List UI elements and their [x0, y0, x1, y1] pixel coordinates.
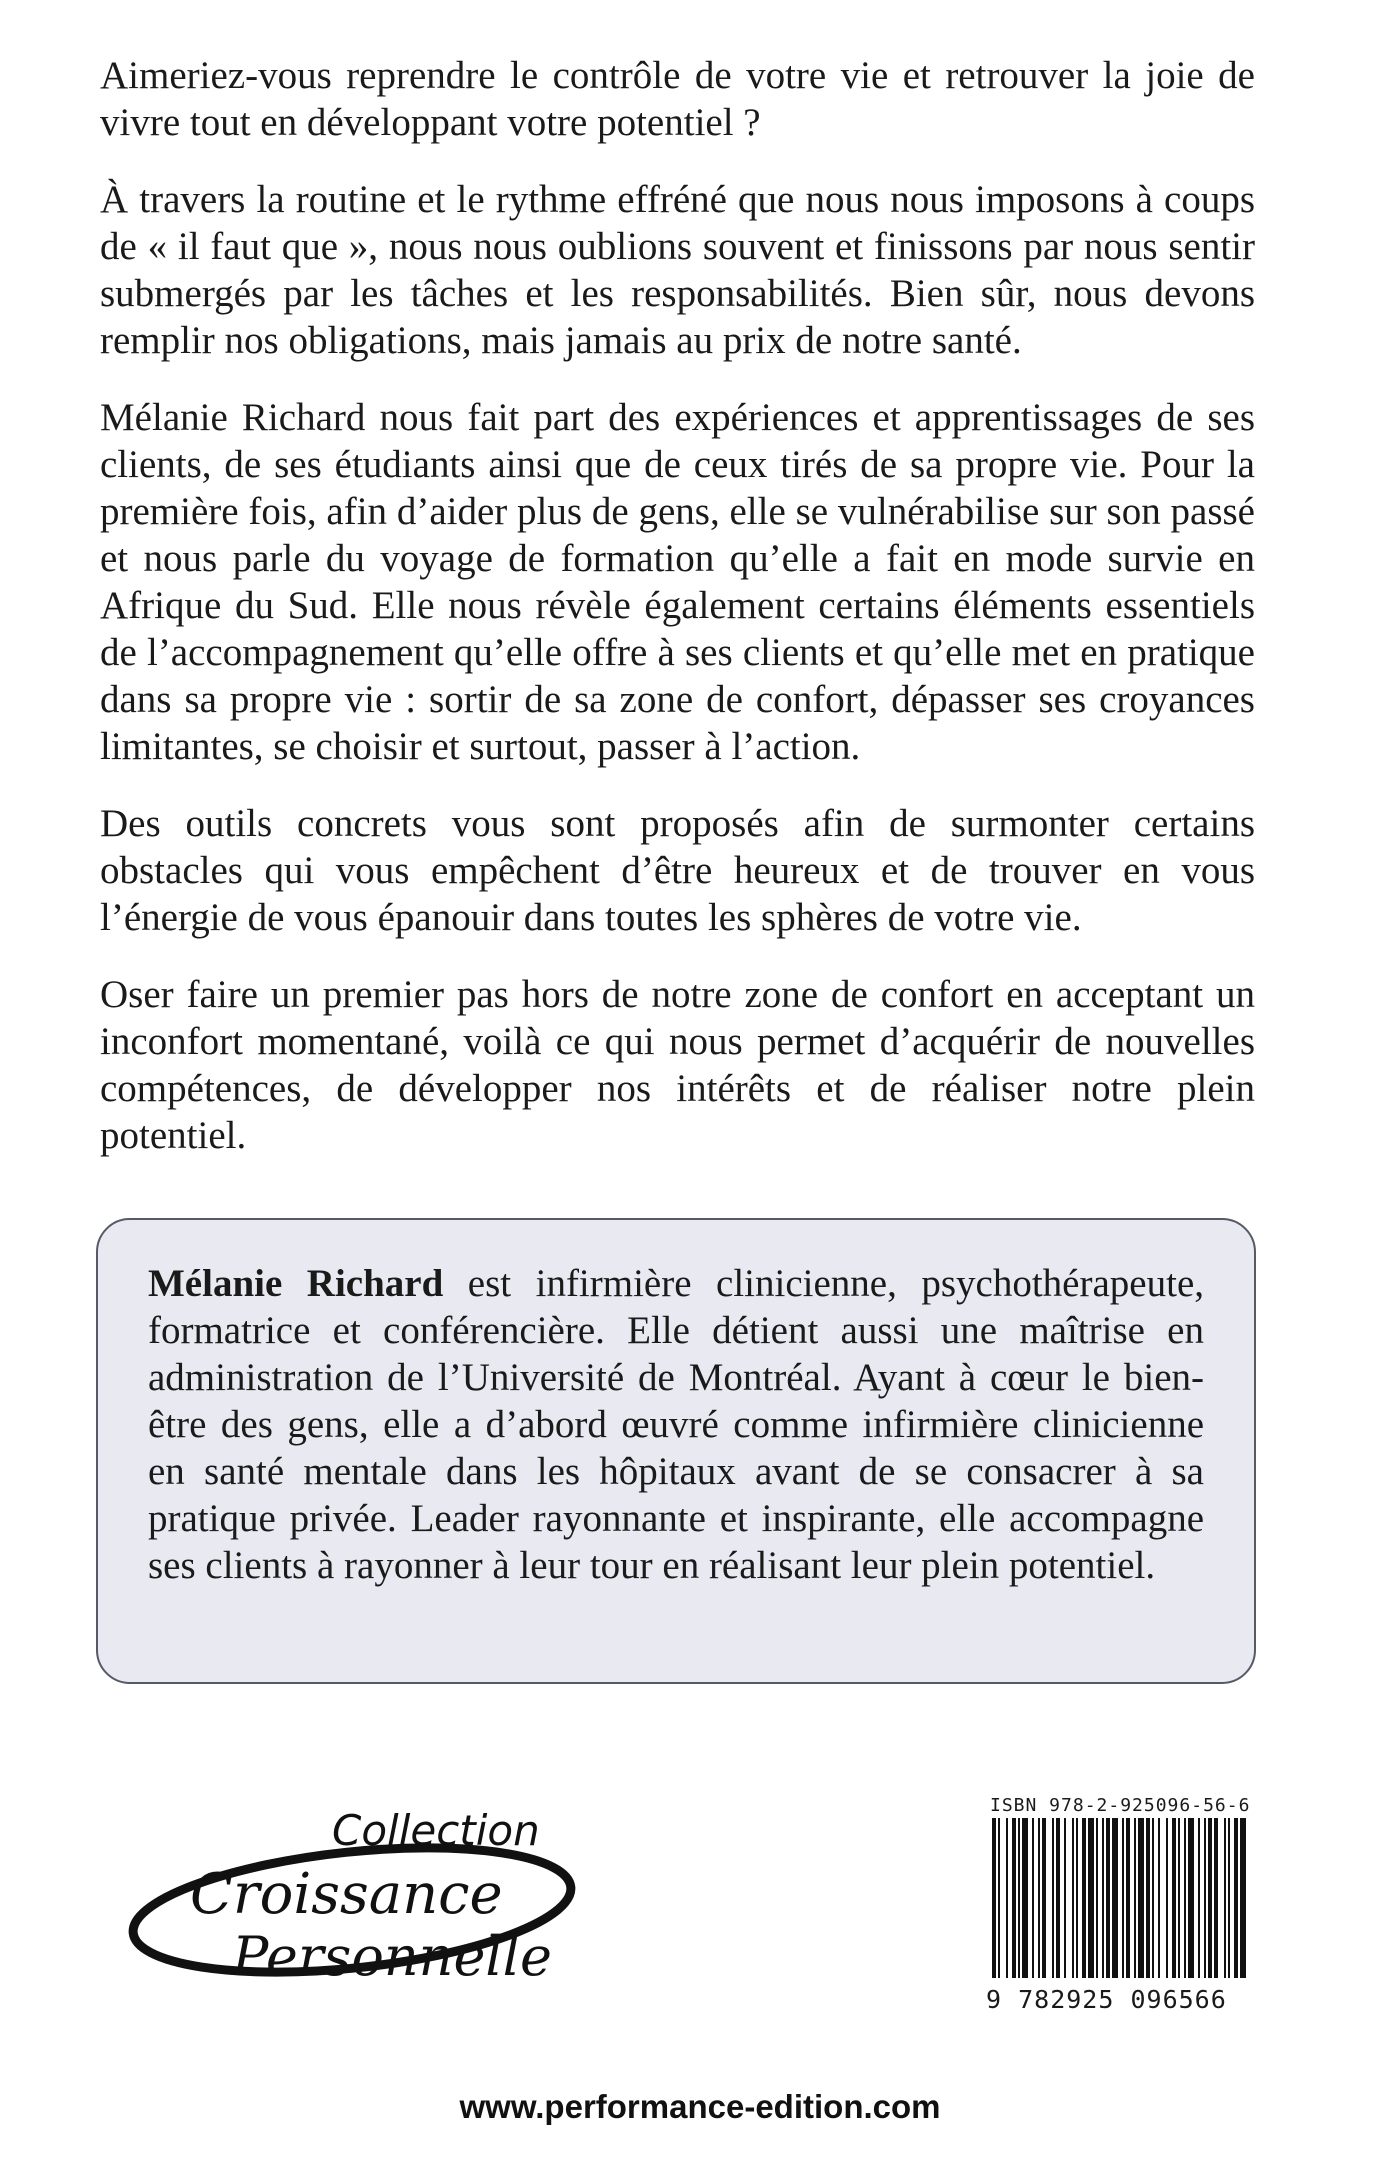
barcode-bar	[1166, 1818, 1168, 1978]
barcode-bar	[1018, 1818, 1020, 1978]
logo-personnelle-word: Personnelle	[232, 1925, 552, 1988]
barcode-bar	[1082, 1818, 1086, 1978]
barcode-bar	[1172, 1818, 1176, 1978]
isbn-label: ISBN 978-2-925096-56-6	[990, 1795, 1251, 1816]
barcode-bar	[1006, 1818, 1008, 1978]
paragraph-author-experience: Mélanie Richard nous fait part des expériences et apprentissages de ses clients, de ses étudiants ainsi que de ceux tirés de sa propre vie. Pour la première fois, afin d’aider plus de gens, elle se vulnérabilise sur son passé et nous parle du voyage de formation qu’elle a fait en mode survie en Afrique du Sud. Elle nous révèle également certains éléments essentiels de l’accompagnement qu’elle offre à ses clients et qu’elle met en pratique dans sa propre vie : sortir de sa zone de confort, dépasser ses croyances limitantes, se choisir et surtout, passer à l’action.	[100, 396, 1255, 768]
barcode-bar	[1178, 1818, 1180, 1978]
description-text	[100, 52, 1255, 1189]
barcode-bars	[992, 1818, 1246, 1978]
barcode-bar	[1224, 1818, 1226, 1978]
barcode-bar	[992, 1818, 996, 1978]
author-bio-box	[96, 1218, 1256, 1684]
barcode-bar	[1022, 1818, 1028, 1978]
barcode-bar	[1146, 1818, 1150, 1978]
logo-croissance-word: Croissance	[190, 1862, 503, 1927]
barcode-bar	[1122, 1818, 1124, 1978]
barcode-bar	[1064, 1818, 1066, 1978]
barcode-bar	[1204, 1818, 1206, 1978]
barcode-bar	[1234, 1818, 1238, 1978]
barcode-bar	[1214, 1818, 1218, 1978]
barcode-bar	[1076, 1818, 1078, 1978]
barcode-bar	[1240, 1818, 1246, 1978]
author-name: Mélanie Richard	[148, 1262, 444, 1305]
barcode-bar	[1126, 1818, 1130, 1978]
barcode-bar	[1158, 1818, 1160, 1978]
paragraph-tools: Des outils concrets vous sont proposés afin de surmonter certains obstacles qui vous empêchent d’être heureux et de trouver en vous l’énergie de vous épanouir dans toutes les sphères de votre vie.	[100, 802, 1255, 939]
barcode-bar	[998, 1818, 1000, 1978]
barcode-digits: 9 782925 096566	[986, 1985, 1227, 2014]
barcode-bar	[1208, 1818, 1212, 1978]
author-bio	[148, 1260, 1204, 1589]
barcode-image	[986, 1792, 1250, 2010]
barcode-bar	[1106, 1818, 1110, 1978]
collection-logo	[112, 1795, 582, 2025]
logo-collection-word: Collection	[332, 1806, 540, 1855]
barcode-bar	[1012, 1818, 1016, 1978]
barcode-bar	[1112, 1818, 1118, 1978]
barcode-bar	[1198, 1818, 1200, 1978]
barcode-bar	[1052, 1818, 1054, 1978]
author-bio-text: est infirmière clinicienne, psychothérapeute, formatrice et conférencière. Elle détient aussi une maîtrise en administration de l’Université de Montréal. Ayant à cœur le bien-être des gens, elle a d’abord œuvré comme infirmière clinicienne en santé mentale dans les hôpitaux avant de se consacrer à sa pratique privée. Leader rayonnante et inspirante, elle accompagne ses clients à rayonner à leur tour en réalisant leur plein potentiel.	[148, 1262, 1204, 1587]
barcode-bar	[1032, 1818, 1034, 1978]
paragraph-comfort-zone: Oser faire un premier pas hors de notre zone de confort en acceptant un inconfort momentané, voilà ce qui nous permet d’acquérir de nouvelles compétences, de développer nos intérêts et de réaliser notre plein potentiel.	[100, 973, 1255, 1157]
barcode-bar	[1038, 1818, 1040, 1978]
barcode-bar	[1042, 1818, 1046, 1978]
barcode-bar	[1102, 1818, 1104, 1978]
paragraph-intro: Aimeriez-vous reprendre le contrôle de votre vie et retrouver la joie de vivre tout en développant votre potentiel ?	[100, 54, 1255, 144]
publisher-website[interactable]: www.performance-edition.com	[459, 2088, 941, 2125]
barcode-bar	[1188, 1818, 1194, 1978]
paragraph-routine: À travers la routine et le rythme effréné que nous nous imposons à coups de « il faut que », nous nous oublions souvent et finissons par nous sentir submergés par les tâches et les responsabilités. Bien sûr, nous devons remplir nos obligations, mais jamais au prix de notre santé.	[100, 178, 1255, 362]
barcode-bar	[1096, 1818, 1098, 1978]
barcode-bar	[1184, 1818, 1186, 1978]
barcode-bar	[1088, 1818, 1094, 1978]
barcode-bar	[1152, 1818, 1154, 1978]
barcode-bar	[1138, 1818, 1144, 1978]
barcode-bar	[1228, 1818, 1230, 1978]
barcode-bar	[1056, 1818, 1060, 1978]
barcode-bar	[1134, 1818, 1136, 1978]
barcode-bar	[1072, 1818, 1074, 1978]
